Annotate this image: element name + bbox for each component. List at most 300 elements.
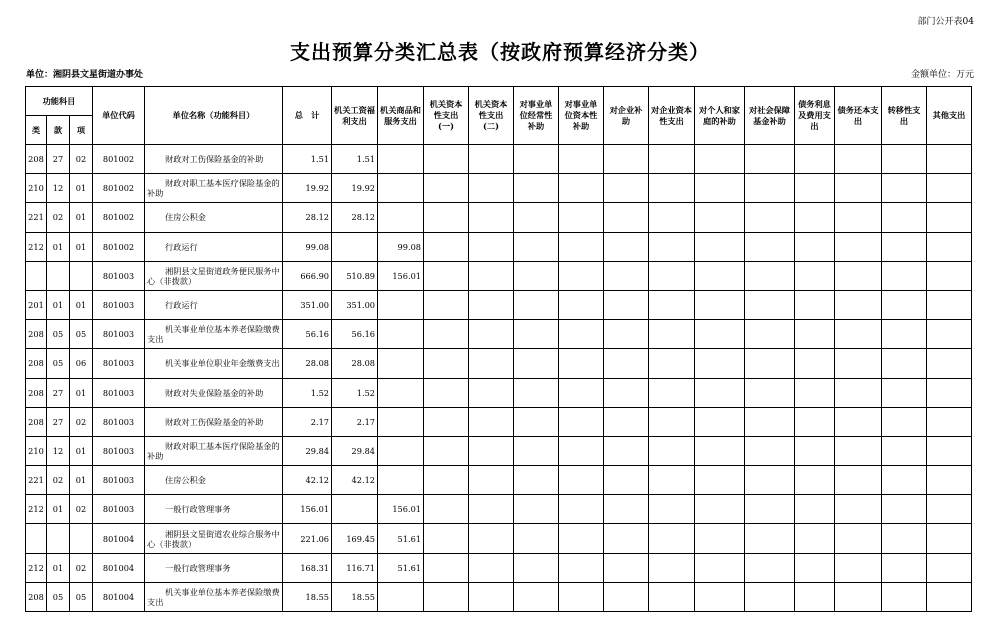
cell-empty: [882, 466, 927, 495]
cell-xiang: 01: [70, 378, 93, 407]
cell-empty: [835, 582, 882, 611]
cell-empty: [882, 495, 927, 524]
cell-empty: [514, 349, 559, 378]
cell-empty: [514, 466, 559, 495]
cell-empty: [649, 174, 695, 203]
cell-empty: [469, 261, 514, 290]
cell-empty: [559, 495, 604, 524]
cell-empty: [835, 145, 882, 174]
cell-kuan: 27: [47, 145, 70, 174]
cell-xiang: 02: [70, 407, 93, 436]
cell-empty: [882, 407, 927, 436]
cell-unit-code: 801002: [93, 145, 145, 174]
cell-lei: 208: [26, 349, 47, 378]
cell-xiang: 01: [70, 174, 93, 203]
table-row: [26, 320, 972, 349]
cell-empty: [649, 145, 695, 174]
cell-empty: [424, 290, 469, 319]
cell-empty: [795, 261, 835, 290]
cell-kuan: 12: [47, 436, 70, 465]
cell-lei: 208: [26, 320, 47, 349]
table-row: [26, 436, 972, 465]
cell-empty: [745, 232, 795, 261]
cell-empty: [469, 553, 514, 582]
cell-empty: [514, 145, 559, 174]
cell-empty: [695, 232, 745, 261]
cell-empty: [514, 407, 559, 436]
cell-goods-services: [378, 290, 424, 319]
cell-empty: [604, 145, 649, 174]
cell-goods-services: [378, 407, 424, 436]
cell-unit-code: 801003: [93, 495, 145, 524]
cell-empty: [424, 145, 469, 174]
cell-unit-name: [145, 203, 283, 232]
unit-name-text: 财政对工伤保险基金的补助: [165, 154, 264, 165]
cell-empty: [695, 553, 745, 582]
cell-empty: [424, 320, 469, 349]
cell-lei: 210: [26, 436, 47, 465]
cell-empty: [835, 553, 882, 582]
table-row: [26, 203, 972, 232]
table-row: [26, 407, 972, 436]
cell-empty: [835, 320, 882, 349]
unit-label: 单位：湘阴县文星街道办事处: [26, 70, 144, 80]
cell-goods-services: [378, 378, 424, 407]
header-row: [26, 87, 972, 116]
cell-empty: [469, 349, 514, 378]
cell-unit-name: [145, 553, 283, 582]
table-row: [26, 524, 972, 553]
col-header: 对社会保障基金补助: [745, 87, 795, 145]
unit-name-header: 单位名称（功能科目）: [145, 87, 283, 145]
cell-empty: [649, 320, 695, 349]
cell-unit-code: 801003: [93, 290, 145, 319]
cell-empty: [745, 495, 795, 524]
cell-empty: [424, 553, 469, 582]
cell-total: 1.52: [283, 378, 332, 407]
cell-unit-name: [145, 145, 283, 174]
unit-code-header: 单位代码: [93, 87, 145, 145]
cell-wages: 28.08: [332, 349, 378, 378]
cell-unit-code: 801003: [93, 378, 145, 407]
cell-empty: [604, 290, 649, 319]
cell-empty: [514, 495, 559, 524]
form-number: 部门公开表04: [917, 17, 974, 27]
cell-empty: [795, 407, 835, 436]
table-row: [26, 553, 972, 582]
cell-wages: [332, 232, 378, 261]
cell-unit-name: [145, 436, 283, 465]
cell-wages: 28.12: [332, 203, 378, 232]
cell-empty: [795, 290, 835, 319]
cell-empty: [882, 203, 927, 232]
cell-total: 42.12: [283, 466, 332, 495]
cell-empty: [695, 582, 745, 611]
budget-table: [25, 86, 972, 612]
cell-wages: 56.16: [332, 320, 378, 349]
cell-empty: [424, 174, 469, 203]
cell-empty: [559, 203, 604, 232]
cell-empty: [882, 436, 927, 465]
unit-name-text: 湘阴县文星街道农业综合服务中心（非拨款）: [147, 528, 280, 549]
cell-unit-name: [145, 349, 283, 378]
cell-empty: [469, 203, 514, 232]
cell-kuan: 12: [47, 174, 70, 203]
cell-total: 28.12: [283, 203, 332, 232]
cell-empty: [424, 378, 469, 407]
cell-goods-services: [378, 174, 424, 203]
cell-empty: [559, 466, 604, 495]
cell-empty: [469, 378, 514, 407]
cell-empty: [649, 378, 695, 407]
cell-wages: 510.89: [332, 261, 378, 290]
cell-empty: [559, 582, 604, 611]
cell-empty: [927, 290, 972, 319]
unit-name-text: 财政对职工基本医疗保险基金的补助: [147, 178, 280, 199]
cell-empty: [927, 524, 972, 553]
unit-name-text: 机关事业单位基本养老保险缴费支出: [147, 324, 280, 345]
cell-empty: [745, 407, 795, 436]
cell-empty: [927, 320, 972, 349]
col-header: 债务利息及费用支出: [795, 87, 835, 145]
cell-xiang: 02: [70, 145, 93, 174]
cell-total: 19.92: [283, 174, 332, 203]
unit-name-text: 机关事业单位职业年金缴费支出: [165, 358, 280, 369]
cell-empty: [695, 290, 745, 319]
cell-goods-services: [378, 582, 424, 611]
cell-empty: [424, 407, 469, 436]
cell-empty: [469, 582, 514, 611]
cell-wages: 1.51: [332, 145, 378, 174]
cell-goods-services: [378, 349, 424, 378]
cell-wages: 29.84: [332, 436, 378, 465]
cell-empty: [604, 553, 649, 582]
cell-xiang: 01: [70, 203, 93, 232]
cell-unit-code: 801003: [93, 320, 145, 349]
cell-xiang: [70, 261, 93, 290]
lei-header: 类: [26, 116, 47, 145]
cell-empty: [649, 203, 695, 232]
cell-empty: [695, 261, 745, 290]
cell-unit-code: 801003: [93, 436, 145, 465]
cell-empty: [514, 261, 559, 290]
cell-empty: [649, 349, 695, 378]
cell-empty: [469, 524, 514, 553]
col-header: 对事业单位经常性补助: [514, 87, 559, 145]
cell-xiang: 01: [70, 232, 93, 261]
cell-empty: [695, 320, 745, 349]
cell-unit-name: [145, 378, 283, 407]
table-row: [26, 232, 972, 261]
cell-empty: [469, 407, 514, 436]
cell-empty: [559, 407, 604, 436]
cell-empty: [795, 145, 835, 174]
cell-empty: [745, 524, 795, 553]
cell-unit-code: 801004: [93, 553, 145, 582]
cell-empty: [882, 524, 927, 553]
unit-name-text: 机关事业单位基本养老保险缴费支出: [147, 586, 280, 607]
cell-kuan: 02: [47, 466, 70, 495]
cell-xiang: 01: [70, 436, 93, 465]
cell-total: 2.17: [283, 407, 332, 436]
cell-empty: [649, 495, 695, 524]
cell-empty: [795, 466, 835, 495]
cell-empty: [649, 466, 695, 495]
cell-goods-services: [378, 320, 424, 349]
cell-empty: [559, 232, 604, 261]
cell-empty: [745, 582, 795, 611]
col-header: 机关工资福利支出: [332, 87, 378, 145]
cell-empty: [927, 232, 972, 261]
cell-unit-name: [145, 290, 283, 319]
cell-lei: 208: [26, 582, 47, 611]
cell-total: 168.31: [283, 553, 332, 582]
cell-empty: [882, 320, 927, 349]
unit-name-text: 一般行政管理事务: [165, 562, 231, 573]
cell-empty: [795, 174, 835, 203]
cell-lei: 221: [26, 203, 47, 232]
cell-total: 18.55: [283, 582, 332, 611]
cell-kuan: 01: [47, 553, 70, 582]
cell-total: 156.01: [283, 495, 332, 524]
unit-name-text: 行政运行: [165, 241, 198, 252]
cell-empty: [695, 524, 745, 553]
cell-empty: [559, 174, 604, 203]
cell-wages: 19.92: [332, 174, 378, 203]
cell-empty: [424, 261, 469, 290]
cell-empty: [649, 524, 695, 553]
cell-empty: [927, 174, 972, 203]
kuan-header: 款: [47, 116, 70, 145]
cell-empty: [604, 407, 649, 436]
cell-empty: [424, 582, 469, 611]
cell-lei: 201: [26, 290, 47, 319]
cell-empty: [514, 524, 559, 553]
cell-unit-code: 801002: [93, 203, 145, 232]
cell-empty: [835, 290, 882, 319]
cell-empty: [745, 261, 795, 290]
col-header: 机关资本性支出(二): [469, 87, 514, 145]
cell-empty: [882, 232, 927, 261]
table-row: [26, 174, 972, 203]
cell-empty: [882, 349, 927, 378]
cell-lei: 208: [26, 407, 47, 436]
cell-empty: [649, 436, 695, 465]
cell-empty: [695, 145, 745, 174]
cell-goods-services: 156.01: [378, 261, 424, 290]
cell-total: 99.08: [283, 232, 332, 261]
cell-unit-code: 801003: [93, 349, 145, 378]
cell-empty: [882, 145, 927, 174]
table-row: [26, 145, 972, 174]
cell-empty: [927, 495, 972, 524]
cell-empty: [795, 378, 835, 407]
cell-xiang: [70, 524, 93, 553]
cell-kuan: 27: [47, 378, 70, 407]
cell-empty: [469, 436, 514, 465]
cell-unit-name: [145, 466, 283, 495]
col-header: 转移性支出: [882, 87, 927, 145]
unit-name-text: 财政对工伤保险基金的补助: [165, 416, 264, 427]
total-header: 总 计: [283, 87, 332, 145]
table-row: [26, 349, 972, 378]
cell-empty: [745, 174, 795, 203]
func-subject-header: 功能科目: [26, 87, 93, 116]
cell-empty: [604, 232, 649, 261]
cell-empty: [745, 436, 795, 465]
cell-kuan: [47, 524, 70, 553]
cell-empty: [835, 174, 882, 203]
unit-name-text: 行政运行: [165, 300, 198, 311]
cell-empty: [649, 261, 695, 290]
cell-empty: [927, 407, 972, 436]
cell-empty: [882, 378, 927, 407]
cell-empty: [424, 436, 469, 465]
table-row: [26, 290, 972, 319]
col-header: 对事业单位资本性补助: [559, 87, 604, 145]
cell-lei: [26, 261, 47, 290]
cell-empty: [882, 582, 927, 611]
cell-empty: [695, 407, 745, 436]
cell-empty: [745, 466, 795, 495]
xiang-header: 项: [70, 116, 93, 145]
unit-name-text: 住房公积金: [165, 475, 206, 486]
cell-empty: [835, 349, 882, 378]
cell-unit-code: 801003: [93, 407, 145, 436]
cell-unit-code: 801002: [93, 174, 145, 203]
cell-empty: [745, 349, 795, 378]
cell-unit-name: [145, 261, 283, 290]
col-header: 对企业资本性支出: [649, 87, 695, 145]
cell-empty: [835, 232, 882, 261]
cell-unit-name: [145, 524, 283, 553]
cell-empty: [559, 349, 604, 378]
cell-empty: [695, 174, 745, 203]
cell-unit-name: [145, 582, 283, 611]
cell-goods-services: 156.01: [378, 495, 424, 524]
cell-empty: [835, 407, 882, 436]
cell-empty: [882, 553, 927, 582]
cell-goods-services: [378, 203, 424, 232]
cell-empty: [514, 320, 559, 349]
cell-empty: [795, 495, 835, 524]
cell-empty: [882, 174, 927, 203]
cell-empty: [469, 495, 514, 524]
cell-wages: 18.55: [332, 582, 378, 611]
cell-empty: [559, 436, 604, 465]
cell-empty: [424, 495, 469, 524]
cell-empty: [795, 349, 835, 378]
cell-xiang: 01: [70, 466, 93, 495]
col-header: 机关资本性支出(一): [424, 87, 469, 145]
cell-empty: [514, 553, 559, 582]
cell-wages: 169.45: [332, 524, 378, 553]
cell-wages: 42.12: [332, 466, 378, 495]
cell-unit-code: 801003: [93, 261, 145, 290]
cell-unit-code: 801003: [93, 466, 145, 495]
cell-wages: [332, 495, 378, 524]
cell-total: 351.00: [283, 290, 332, 319]
cell-empty: [695, 436, 745, 465]
cell-lei: 212: [26, 495, 47, 524]
cell-empty: [927, 349, 972, 378]
col-header: 机关商品和服务支出: [378, 87, 424, 145]
cell-empty: [604, 495, 649, 524]
cell-xiang: 02: [70, 495, 93, 524]
cell-wages: 2.17: [332, 407, 378, 436]
cell-empty: [835, 495, 882, 524]
cell-empty: [604, 349, 649, 378]
cell-total: 666.90: [283, 261, 332, 290]
cell-kuan: 02: [47, 203, 70, 232]
unit-name-text: 住房公积金: [165, 212, 206, 223]
cell-empty: [604, 436, 649, 465]
cell-empty: [559, 290, 604, 319]
cell-empty: [514, 378, 559, 407]
cell-empty: [604, 524, 649, 553]
cell-empty: [795, 582, 835, 611]
cell-total: 1.51: [283, 145, 332, 174]
cell-empty: [835, 436, 882, 465]
cell-empty: [927, 582, 972, 611]
cell-kuan: 05: [47, 582, 70, 611]
cell-wages: 351.00: [332, 290, 378, 319]
cell-empty: [835, 378, 882, 407]
cell-total: 28.08: [283, 349, 332, 378]
cell-empty: [424, 203, 469, 232]
table-body: [26, 145, 972, 612]
cell-goods-services: [378, 436, 424, 465]
cell-empty: [559, 145, 604, 174]
cell-lei: 208: [26, 145, 47, 174]
cell-kuan: 01: [47, 495, 70, 524]
cell-xiang: 06: [70, 349, 93, 378]
cell-unit-name: [145, 407, 283, 436]
cell-empty: [795, 232, 835, 261]
cell-empty: [514, 203, 559, 232]
cell-wages: 1.52: [332, 378, 378, 407]
cell-empty: [649, 290, 695, 319]
cell-empty: [469, 320, 514, 349]
cell-xiang: 05: [70, 320, 93, 349]
cell-lei: [26, 524, 47, 553]
cell-empty: [745, 203, 795, 232]
cell-empty: [559, 553, 604, 582]
unit-name-text: 财政对职工基本医疗保险基金的补助: [147, 440, 280, 461]
cell-empty: [927, 436, 972, 465]
amount-unit: 金额单位：万元: [910, 70, 974, 80]
cell-total: 221.06: [283, 524, 332, 553]
cell-empty: [745, 378, 795, 407]
cell-kuan: 05: [47, 349, 70, 378]
cell-empty: [424, 349, 469, 378]
cell-empty: [649, 407, 695, 436]
cell-empty: [745, 145, 795, 174]
cell-goods-services: 51.61: [378, 553, 424, 582]
cell-empty: [745, 290, 795, 319]
cell-unit-code: 801002: [93, 232, 145, 261]
cell-unit-name: [145, 495, 283, 524]
cell-goods-services: [378, 466, 424, 495]
cell-empty: [604, 466, 649, 495]
cell-empty: [559, 378, 604, 407]
cell-empty: [795, 553, 835, 582]
cell-kuan: 01: [47, 290, 70, 319]
cell-goods-services: 51.61: [378, 524, 424, 553]
cell-empty: [835, 261, 882, 290]
cell-empty: [469, 290, 514, 319]
cell-empty: [514, 582, 559, 611]
